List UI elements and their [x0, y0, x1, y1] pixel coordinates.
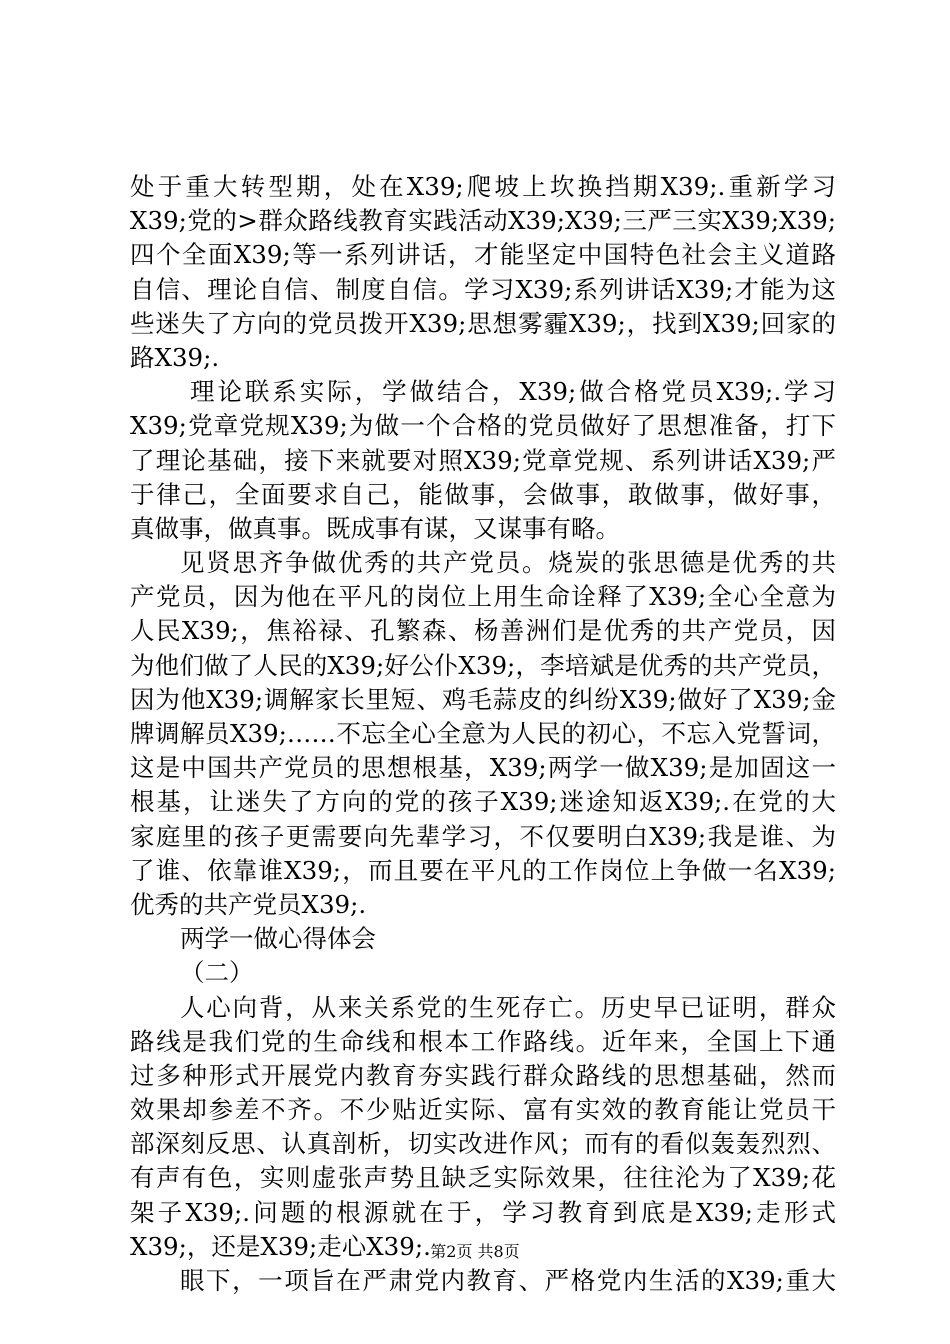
text-line: 架子X39;.问题的根源就在于，学习教育到底是X39;走形式 — [130, 1197, 836, 1227]
text-line: 根基，让迷失了方向的党的孩子X39;迷途知返X39;.在党的大 — [130, 787, 836, 817]
text-line: 因为他X39;调解家长里短、鸡毛蒜皮的纠纷X39;做好了X39;金 — [130, 684, 836, 714]
text-line: 效果却参差不齐。不少贴近实际、富有实效的教育能让党员干 — [130, 1095, 836, 1125]
page-footer: 第2页 共8页 — [430, 1242, 520, 1261]
text-line: 优秀的共产党员X39;. — [130, 889, 367, 919]
text-line: 人心向背，从来关系党的生死存亡。历史早已证明，群众 — [180, 992, 836, 1022]
text-line: 自信、理论自信、制度自信。学习X39;系列讲话X39;才能为这 — [130, 274, 836, 304]
text-line: 路X39;. — [130, 342, 220, 372]
text-line: 四个全面X39;等一系列讲话，才能坚定中国特色社会主义道路 — [130, 240, 836, 270]
text-line: 眼下，一项旨在严肃党内教育、严格党内生活的X39;重大 — [180, 1266, 836, 1295]
text-line: 见贤思齐争做优秀的共产党员。烧炭的张思德是优秀的共 — [180, 548, 836, 578]
text-line: 这是中国共产党员的思想根基，X39;两学一做X39;是加固这一 — [130, 753, 836, 783]
text-line: 些迷失了方向的党员拨开X39;思想雾霾X39;，找到X39;回家的 — [130, 308, 836, 338]
text-line: X39;党章党规X39;为做一个合格的党员做好了思想准备，打下 — [130, 411, 836, 441]
text-line: 理论联系实际，学做结合，X39;做合格党员X39;.学习 — [190, 377, 836, 407]
text-line: （二） — [180, 958, 254, 988]
text-line: 牌调解员X39;……不忘全心全意为人民的初心，不忘入党誓词， — [130, 719, 836, 748]
text-line: 了谁、依靠谁X39;，而且要在平凡的工作岗位上争做一名X39; — [130, 855, 836, 885]
text-line: X39;党的>群众路线教育实践活动X39;X39;三严三实X39;X39; — [130, 206, 836, 236]
text-line: 过多种形式开展党内教育夯实践行群众路线的思想基础，然而 — [130, 1060, 836, 1090]
document-body — [130, 170, 836, 1298]
text-line: 真做事，做真事。既成事有谋，又谋事有略。 — [130, 513, 620, 543]
text-line: 处于重大转型期，处在X39;爬坡上坎换挡期X39;.重新学习 — [130, 172, 836, 201]
text-line: 为他们做了人民的X39;好公仆X39;，李培斌是优秀的共产党员， — [130, 650, 836, 680]
text-line: 产党员，因为他在平凡的岗位上用生命诠释了X39;全心全意为 — [130, 582, 836, 612]
text-line: 路线是我们党的生命线和根本工作路线。近年来，全国上下通 — [130, 1026, 836, 1056]
text-line: 了理论基础，接下来就要对照X39;党章党规、系列讲话X39;严 — [130, 445, 836, 475]
text-line: 有声有色，实则虚张声势且缺乏实际效果，往往沦为了X39;花 — [130, 1163, 836, 1193]
text-line: 两学一做心得体会 — [180, 924, 376, 954]
text-line: 于律己，全面要求自己，能做事，会做事，敢做事，做好事， — [130, 479, 836, 509]
text-line: 部深刻反思、认真剖析，切实改进作风；而有的看似轰轰烈烈、 — [130, 1129, 836, 1159]
text-line: 家庭里的孩子更需要向先辈学习，不仅要明白X39;我是谁、为 — [130, 821, 836, 851]
text-line: X39;，还是X39;走心X39;. — [130, 1231, 431, 1261]
text-line: 人民X39;，焦裕禄、孔繁森、杨善洲们是优秀的共产党员，因 — [130, 616, 836, 646]
